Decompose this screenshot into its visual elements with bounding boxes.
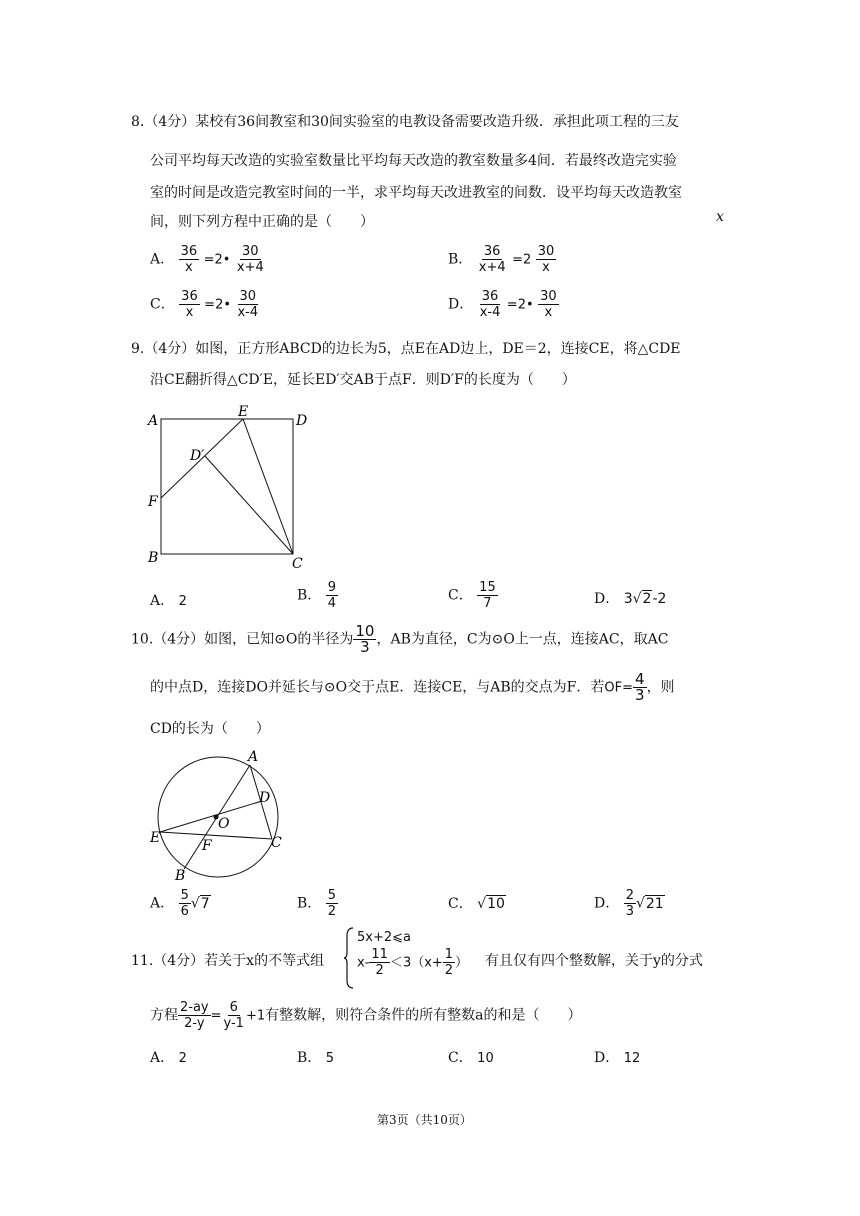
q11-inequality-2: x- $\frac{11}{2}$ ＜3（x+ $\frac{1}{2}$ ）	[357, 947, 469, 978]
option-label: B．	[448, 251, 473, 268]
q10-line2: 的中点D，连接DO并延长与⊙O交于点E．连接CE，与AB的交点为F．若OF= $\frac{4}{3}$ ，则	[150, 670, 675, 704]
label-c: C	[271, 835, 282, 851]
fraction: $\frac{10}{3}$	[355, 622, 375, 656]
q9-option-a[interactable]: A． 2	[150, 593, 187, 609]
q8-option-a[interactable]: A． $\frac{36}{x}$ =2• $\frac{30}{x+4}$	[150, 244, 264, 275]
q11-option-b[interactable]: B． 5	[297, 1050, 335, 1066]
option-label: C．	[448, 896, 473, 912]
fraction: $\frac{15}{7}$	[479, 580, 496, 611]
q9-line1: 9.（4分）如图，正方形ABCD的边长为5，点E在AD边上，DE＝2，连接CE，将△CDE	[131, 341, 681, 357]
label-a: A	[148, 413, 159, 429]
label-d-prime: D′	[190, 448, 205, 464]
fraction: $\frac{30}{x+4}$	[236, 244, 264, 275]
q8-option-c[interactable]: C． $\frac{36}{x}$ =2• $\frac{30}{x-4}$	[150, 289, 259, 320]
option-label: D．	[594, 591, 620, 607]
option-label: B．	[297, 895, 322, 912]
q9-option-b[interactable]	[297, 580, 338, 611]
sqrt-expression: √7	[190, 895, 210, 912]
q11-option-a[interactable]: A． 2	[150, 1050, 187, 1066]
option-label: D．	[594, 1050, 620, 1066]
fraction: $\frac{2}{3}$	[625, 888, 634, 919]
line-d1c	[205, 456, 293, 554]
line-ec	[243, 419, 293, 554]
q8-line3: 室的时间是改造完教室时间的一半，求平均每天改进教室的间数．设平均每天改造教室	[150, 185, 682, 201]
label-f: F	[148, 494, 158, 510]
q11-option-c[interactable]: C． 10	[448, 1050, 494, 1066]
fraction: $\frac{30}{x-4}$	[237, 289, 259, 320]
fraction: $\frac{6}{y-1}$	[223, 1000, 244, 1031]
q11-line1a: 11.（4分）若关于x的不等式组	[131, 953, 325, 969]
q10-option-a[interactable]	[150, 888, 211, 919]
option-label: A．	[150, 1050, 175, 1066]
fraction: $\frac{4}{3}$	[635, 670, 645, 704]
option-label: B．	[297, 587, 322, 604]
square-abcd	[161, 419, 293, 554]
q10-option-b[interactable]	[297, 888, 338, 919]
q8-var-x: x	[716, 209, 724, 225]
option-label: B．	[297, 1050, 322, 1066]
q10-line3: CD的长为（ ）	[150, 721, 270, 737]
page-footer: 第3页（共10页）	[377, 1113, 472, 1127]
option-label: C．	[150, 296, 175, 313]
label-b: B	[148, 550, 159, 566]
q10-option-d[interactable]	[594, 888, 665, 919]
q8-line2: 公司平均每天改造的实验室数量比平均每天改造的教室数量多4间．若最终改造完实验	[150, 153, 677, 169]
fraction: $\frac{1}{2}$	[444, 947, 454, 978]
label-e: E	[150, 830, 161, 846]
fraction: $\frac{36}{x}$	[180, 244, 198, 275]
option-label: A．	[150, 593, 175, 609]
sqrt-expression: √21	[635, 895, 664, 912]
label-b: B	[175, 868, 186, 884]
label-e: E	[238, 404, 249, 420]
sqrt-expression: √10	[477, 896, 505, 912]
fraction: $\frac{2-ay}{2-y}$	[180, 1000, 209, 1031]
q9-option-d[interactable]	[594, 588, 666, 608]
label-a: A	[248, 749, 259, 765]
q11-inequality-1: 5x+2⩽a	[357, 930, 411, 945]
q8-line4: 间，则下列方程中正确的是（ ）	[150, 214, 374, 230]
sqrt-expression: 3√2-2	[623, 591, 667, 607]
q9-square-figure	[140, 400, 320, 575]
q9-line2: 沿CE翻折得△CD′E，延长ED′交AB于点F．则D′F的长度为（ ）	[150, 372, 576, 388]
fraction: $\frac{9}{4}$	[327, 580, 337, 611]
option-label: A．	[150, 251, 175, 268]
option-label: A．	[150, 895, 175, 912]
q11-option-d[interactable]: D． 12	[594, 1050, 641, 1066]
label-o: O	[218, 816, 230, 832]
label-c: C	[292, 556, 303, 572]
chord-ec	[160, 832, 272, 839]
option-label: D．	[594, 895, 620, 912]
fraction: $\frac{5}{6}$	[180, 888, 189, 919]
q8-option-b[interactable]: B． $\frac{36}{x+4}$ =2 $\frac{30}{x}$	[448, 244, 555, 275]
q11-brace	[343, 926, 355, 990]
label-d: D	[259, 790, 271, 806]
fraction: $\frac{36}{x+4}$	[478, 244, 506, 275]
label-f: F	[202, 838, 212, 854]
option-label: C．	[448, 1050, 473, 1066]
q10-line1: 10.（4分）如图，已知⊙O的半径为 $\frac{10}{3}$ ，AB为直径，C为⊙O上一点，连接AC，取AC	[131, 622, 669, 656]
fraction: $\frac{30}{x}$	[537, 244, 555, 275]
q11-line1b: 有且仅有四个整数解，关于y的分式	[485, 953, 703, 969]
q8-line1: 8.（4分）某校有36间教室和30间实验室的电教设备需要改造升级．承担此项工程的三友	[131, 114, 679, 130]
option-label: D．	[448, 296, 474, 313]
fraction: $\frac{36}{x}$	[181, 289, 198, 320]
fraction: $\frac{30}{x}$	[540, 289, 557, 320]
q10-circle-figure	[140, 745, 300, 885]
q10-option-c[interactable]	[448, 893, 506, 913]
fraction: $\frac{11}{2}$	[371, 947, 388, 978]
fraction: $\frac{5}{2}$	[327, 888, 337, 919]
fraction: $\frac{36}{x-4}$	[479, 289, 501, 320]
label-d: D	[296, 413, 308, 429]
option-label: C．	[448, 587, 473, 604]
q8-option-d[interactable]: D． $\frac{36}{x-4}$ =2• $\frac{30}{x}$	[448, 289, 557, 320]
q9-option-c[interactable]	[448, 580, 498, 611]
q11-line2: 方程 $\frac{2-ay}{2-y}$ = $\frac{6}{y-1}$ +1有整数解，则符合条件的所有整数a的和是（ ）	[150, 1000, 582, 1031]
